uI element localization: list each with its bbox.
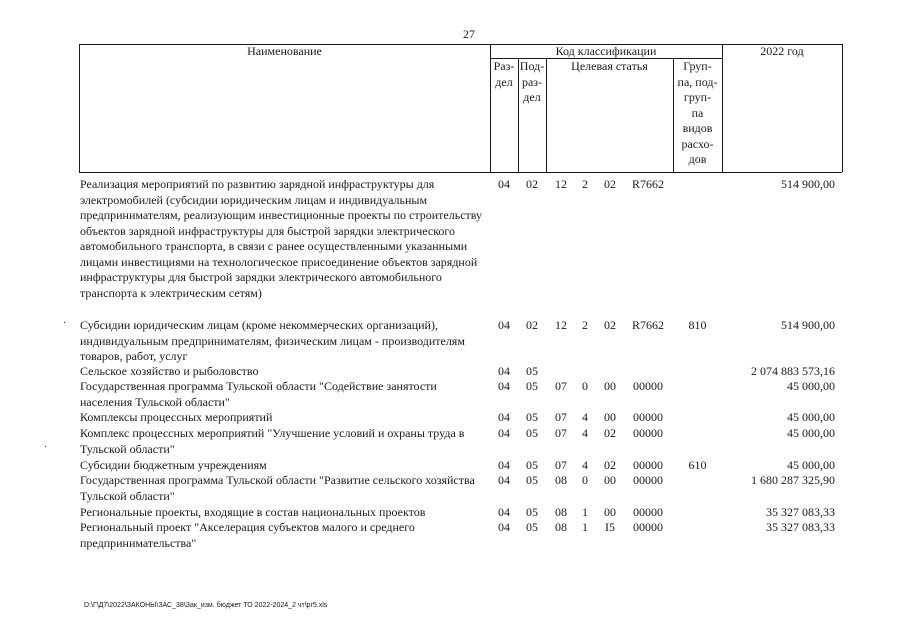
header-expense-type: [673, 59, 722, 168]
row-target-subprogram: 0: [582, 473, 588, 487]
row-target-event: 02: [604, 177, 616, 191]
row-target-event: 00: [604, 410, 616, 424]
row-amount: 35 327 083,33: [766, 505, 835, 519]
row-amount: 45 000,00: [787, 379, 835, 393]
row-target-program: 08: [555, 520, 567, 534]
header-right-border: [842, 44, 843, 172]
row-target-direction: 00000: [633, 379, 663, 393]
row-subsection: 05: [526, 458, 538, 472]
header-expense-line: расхо-: [681, 136, 714, 151]
row-target-direction: 00000: [633, 520, 663, 534]
row-target-program: 08: [555, 505, 567, 519]
row-name: Государственная программа Тульской области "Содействие занятости населения Тульской области": [80, 379, 437, 409]
row-subsection: 05: [526, 410, 538, 424]
row-target-event: 00: [604, 505, 616, 519]
row-amount: 45 000,00: [787, 426, 835, 440]
row-name: Реализация мероприятий по развитию зарядной инфраструктуры для электромобилей (субсидии юридическим лицам и индивидуальным предпринимателям, реализующим инвестиционные проекты по строительству объектов зарядной инфраструктуры для быстрой зарядки электрического автомобильного транспорта, в связи с ранее осуществленными указанными лицами инвестициями на технологическое присоединение объектов зарядной инфраструктуры для быстрой зарядки электрического автомобильного транспорта к электрическим сетям): [80, 177, 483, 300]
header-divider-class: [722, 44, 723, 172]
row-subsection: 05: [526, 426, 538, 440]
row-name: Комплексы процессных мероприятий: [80, 410, 273, 424]
row-amount: 514 900,00: [781, 318, 835, 332]
header-subsection-line: Под-: [519, 59, 545, 73]
row-name: Государственная программа Тульской области "Развитие сельского хозяйства Тульской области": [80, 473, 475, 503]
row-target-subprogram: 1: [582, 520, 588, 534]
row-section: 04: [498, 177, 510, 191]
header-classification: Код классификации: [555, 44, 657, 58]
row-name: Комплекс процессных мероприятий "Улучшение условий и охраны труда в Тульской области": [80, 426, 465, 456]
margin-mark: ·: [63, 318, 67, 329]
row-section: 04: [498, 458, 510, 472]
row-target-program: 07: [555, 379, 567, 393]
header-expense-line: видов: [682, 121, 713, 135]
header-divider-subsection: [546, 58, 547, 172]
row-name: Региональный проект "Акселерация субъектов малого и среднего предпринимательства": [80, 520, 415, 550]
header-section-line: Раз-: [493, 59, 515, 73]
row-target-event: 00: [604, 379, 616, 393]
row-target-direction: 00000: [633, 426, 663, 440]
row-amount: 514 900,00: [781, 177, 835, 191]
row-target-subprogram: 4: [582, 410, 588, 424]
header-subsection-line: дел: [523, 90, 541, 104]
row-subsection: 05: [526, 379, 538, 393]
row-target-direction: 00000: [633, 473, 663, 487]
row-target-program: 12: [555, 177, 567, 191]
header-expense-line: груп-: [683, 90, 712, 104]
header-expense-line: па, под-: [677, 74, 718, 89]
row-target-event: 00: [604, 473, 616, 487]
row-expense-type: 610: [688, 458, 707, 472]
row-target-subprogram: 1: [582, 505, 588, 519]
row-name: Субсидии бюджетным учреждениям: [80, 458, 267, 472]
header-left-border: [79, 44, 80, 172]
row-subsection: 05: [526, 364, 538, 378]
file-path-footer: D:\Г\Д7\2022\ЗАКОНЫ\ЗАС_38\Зак_изм. бюджет ТО 2022-2024_2 чт\pr5.xls: [84, 602, 328, 609]
row-target-event: I5: [605, 520, 615, 534]
row-target-program: 07: [555, 410, 567, 424]
row-section: 04: [498, 473, 510, 487]
row-target-subprogram: 4: [582, 426, 588, 440]
row-target-direction: R7662: [631, 177, 664, 191]
row-target-program: 07: [555, 426, 567, 440]
row-amount: 1 680 287 325,90: [751, 473, 835, 487]
header-section-line: дел: [495, 74, 513, 89]
row-section: 04: [498, 318, 510, 332]
row-target-direction: 00000: [633, 410, 663, 424]
row-target-direction: 00000: [633, 458, 663, 472]
row-subsection: 05: [526, 505, 538, 519]
row-section: 04: [498, 364, 510, 378]
row-amount: 45 000,00: [787, 410, 835, 424]
row-target-program: 07: [555, 458, 567, 472]
row-target-program: 12: [555, 318, 567, 332]
row-target-event: 02: [604, 318, 616, 332]
header-name: Наименование: [247, 44, 322, 58]
header-expense-line: па: [691, 105, 704, 120]
row-subsection: 02: [526, 318, 538, 332]
header-year: 2022 год: [760, 44, 804, 58]
page-number: 27: [463, 27, 475, 41]
row-section: 04: [498, 379, 510, 393]
header-expense-line: Груп-: [683, 59, 712, 73]
row-target-subprogram: 2: [582, 177, 588, 191]
row-subsection: 05: [526, 473, 538, 487]
row-target-direction: 00000: [633, 505, 663, 519]
row-target-subprogram: 4: [582, 458, 588, 472]
header-subsection-line: раз-: [521, 74, 543, 89]
row-name: Субсидии юридическим лицам (кроме некоммерческих организаций), индивидуальным предпринимателям, физическим лицам - производителям товаров, работ, услуг: [80, 318, 465, 363]
row-target-subprogram: 0: [582, 379, 588, 393]
row-amount: 2 074 883 573,16: [751, 364, 835, 378]
row-amount: 35 327 083,33: [766, 520, 835, 534]
row-section: 04: [498, 505, 510, 519]
row-subsection: 05: [526, 520, 538, 534]
header-target: Целевая статья: [571, 59, 648, 73]
row-target-event: 02: [604, 458, 616, 472]
row-target-direction: R7662: [631, 318, 664, 332]
row-section: 04: [498, 426, 510, 440]
header-subsection: [518, 59, 546, 106]
row-name: Сельское хозяйство и рыболовство: [80, 364, 259, 378]
row-target-program: 08: [555, 473, 567, 487]
row-expense-type: 810: [688, 318, 707, 332]
row-section: 04: [498, 520, 510, 534]
row-subsection: 02: [526, 177, 538, 191]
header-section: [490, 59, 518, 90]
row-target-event: 02: [604, 426, 616, 440]
header-expense-line: дов: [688, 152, 707, 166]
row-name: Региональные проекты, входящие в состав национальных проектов: [80, 505, 426, 519]
row-section: 04: [498, 410, 510, 424]
row-target-subprogram: 2: [582, 318, 588, 332]
margin-mark: ·: [44, 442, 48, 453]
row-amount: 45 000,00: [787, 458, 835, 472]
header-bottom-border: [79, 172, 842, 173]
